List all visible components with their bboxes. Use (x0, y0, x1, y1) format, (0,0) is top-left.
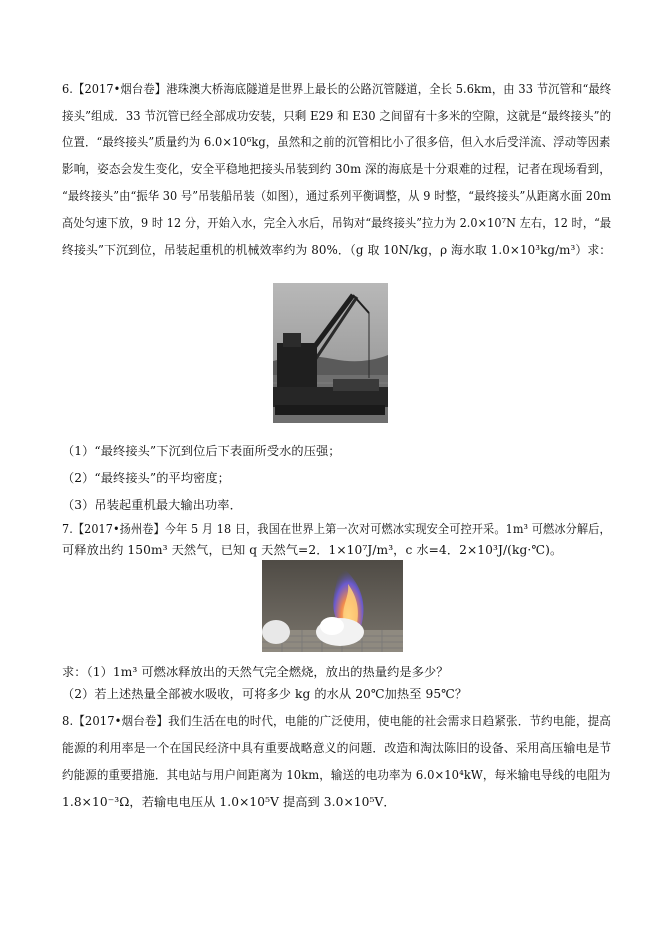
crane-ship-photo (273, 283, 388, 423)
burning-ice-photo (262, 560, 403, 652)
q7-line-1: 7.【2017•扬州卷】今年 5 月 18 日，我国在世界上第一次对可燃冰实现安全可控开采。1m³ 可燃冰分解后， (62, 522, 611, 536)
q7-line-2: 可释放出约 150m³ 天然气，已知 q 天然气=2．1×10⁷J/m³，c 水=4．2×10³J/(kg·℃)。 (62, 543, 563, 557)
q6-line-7: 终接头”下沉到位，吊装起重机的机械效率约为 80%．（g 取 10N/kg，ρ 海水取 1.0×10³kg/m³）求： (62, 243, 612, 257)
q6-question-3: （3）吊装起重机最大输出功率． (62, 498, 242, 512)
q6-line-2: 接头”组成．33 节沉管已经全部成功安装，只剩 E29 和 E30 之间留有十多米的空隙，这就是“最终接头”的 (62, 109, 612, 123)
q7-question-1: 求：（1）1m³ 可燃冰释放出的天然气完全燃烧，放出的热量约是多少？ (62, 665, 449, 679)
q8-line-4: 1.8×10⁻³Ω，若输电电压从 1.0×10⁵V 提高到 3.0×10⁵V． (62, 795, 396, 809)
q6-line-1: 6.【2017•烟台卷】港珠澳大桥海底隧道是世界上最长的公路沉管隧道，全长 5.6km，由 33 节沉管和“最终 (62, 82, 612, 96)
q6-question-1: （1）“最终接头”下沉到位后下表面所受水的压强； (62, 444, 341, 458)
q8-line-2: 能源的利用率是一个在国民经济中具有重要战略意义的问题．改造和淘汰陈旧的设备、采用高压输电是节 (62, 741, 612, 755)
q8-line-1: 8.【2017•烟台卷】我们生活在电的时代，电能的广泛使用，使电能的社会需求日趋紧张．节约电能，提高 (62, 714, 611, 728)
q8-line-3: 约能源的重要措施．其电站与用户间距离为 10km，输送的电功率为 6.0×10⁴kW，每米输电导线的电阻为 (62, 768, 611, 782)
q6-line-5: “最终接头”由“振华 30 号”吊装船吊装（如图），通过系列平衡调整，从 9 时整，“最终接头”从距离水面 20m (62, 189, 612, 203)
q7-question-2: （2）若上述热量全部被水吸收，可将多少 kg 的水从 20℃加热至 95℃？ (62, 687, 468, 701)
q6-question-2: （2）“最终接头”的平均密度； (62, 471, 230, 485)
q6-line-6: 高处匀速下放，9 时 12 分，开始入水，完全入水后，吊钩对“最终接头”拉力为 2.0×10⁷N 左右，12 时，“最 (62, 216, 612, 230)
q6-line-4: 影响，姿态会发生变化，安全平稳地把接头吊装到约 30m 深的海底是十分艰难的过程，记者在现场看到， (62, 162, 611, 176)
q6-line-3: 位置．“最终接头”质量约为 6.0×10⁶kg，虽然和之前的沉管相比小了很多倍，但入水后受洋流、浮动等因素 (62, 135, 611, 149)
